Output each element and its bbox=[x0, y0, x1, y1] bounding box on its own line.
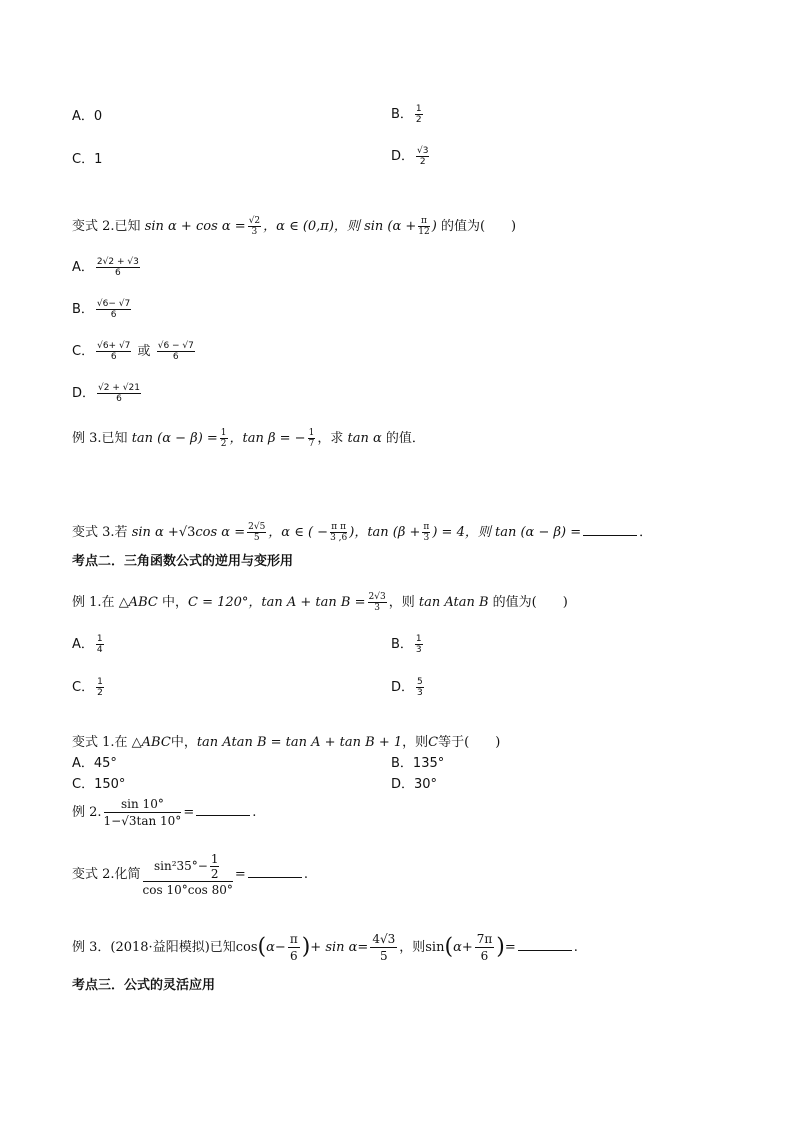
option-label: B． bbox=[72, 302, 94, 317]
numerator bbox=[143, 852, 233, 882]
v1-option-a bbox=[72, 755, 117, 773]
math-expr: cos bbox=[235, 940, 258, 955]
option-text: A．45° bbox=[72, 756, 117, 771]
option-a-top bbox=[72, 108, 102, 126]
fraction bbox=[416, 146, 429, 167]
ex1-option-d bbox=[391, 677, 426, 698]
denominator: 3 bbox=[423, 533, 430, 543]
math-expr: sin α + bbox=[131, 525, 179, 540]
numerator: π bbox=[418, 216, 429, 227]
option-text: D．30° bbox=[391, 777, 438, 792]
section-2-heading bbox=[72, 553, 293, 571]
math-expr: )，tan (β + bbox=[349, 525, 421, 540]
math-expr: ABC bbox=[141, 735, 171, 750]
text: ，则 bbox=[402, 735, 429, 750]
equals: = bbox=[183, 805, 195, 820]
option-label: A． bbox=[72, 260, 94, 275]
numerator: √6+ √7 bbox=[97, 341, 131, 351]
fraction bbox=[97, 383, 141, 404]
option-label: B． bbox=[391, 637, 413, 652]
v2-option-b bbox=[72, 299, 133, 320]
denominator: 2 bbox=[415, 115, 422, 125]
text: 中， bbox=[161, 595, 188, 610]
fraction bbox=[288, 931, 300, 964]
math-expr: C bbox=[428, 735, 439, 750]
question-prefix: 变式 1.在 △ bbox=[72, 735, 142, 750]
denominator: 12 bbox=[418, 227, 430, 237]
v2-option-a bbox=[72, 257, 142, 278]
answer-blank[interactable] bbox=[583, 523, 637, 536]
paren-open: ( bbox=[444, 934, 454, 960]
answer-blank[interactable] bbox=[196, 803, 250, 816]
math-expr: √3 bbox=[178, 525, 196, 540]
fraction bbox=[370, 931, 397, 964]
question-prefix: 例 3.已知 bbox=[72, 431, 128, 446]
numerator: 1 bbox=[415, 104, 422, 114]
fraction bbox=[157, 341, 195, 362]
math-expr: tan α bbox=[347, 431, 382, 446]
numerator: π bbox=[423, 522, 430, 532]
numerator: 1 bbox=[96, 634, 103, 644]
denominator: 2 bbox=[419, 157, 426, 167]
question-prefix: 变式 2.已知 bbox=[72, 219, 141, 234]
numerator: √2 + √21 bbox=[98, 383, 140, 393]
fraction bbox=[143, 852, 233, 898]
v1-option-c bbox=[72, 776, 125, 794]
answer-blank[interactable] bbox=[248, 865, 302, 878]
math-expr: sin bbox=[425, 940, 445, 955]
option-label: A． bbox=[72, 637, 94, 652]
numerator: √6− √7 bbox=[96, 299, 131, 309]
question-prefix: 变式 3.若 bbox=[72, 525, 128, 540]
math-expr: tan Atan B bbox=[418, 595, 489, 610]
math-expr: sin (α + bbox=[364, 219, 417, 234]
fraction bbox=[96, 257, 140, 278]
fraction bbox=[104, 796, 182, 829]
fraction bbox=[220, 428, 228, 449]
option-text: A．0 bbox=[72, 109, 103, 124]
denominator: 7 bbox=[308, 439, 315, 449]
punct: . bbox=[303, 867, 308, 882]
denominator: 2 bbox=[220, 439, 227, 449]
variant-3-question bbox=[72, 522, 652, 543]
numerator: 2√5 bbox=[248, 522, 266, 532]
fraction bbox=[330, 522, 347, 543]
math-expr: tan (α − β) = bbox=[131, 431, 218, 446]
numerator: 1 bbox=[415, 634, 422, 644]
v1-option-b bbox=[391, 755, 444, 773]
numerator: √6 − √7 bbox=[157, 341, 194, 351]
v2-option-d bbox=[72, 383, 143, 404]
punct: . bbox=[573, 940, 578, 955]
math-expr: C = 120° bbox=[187, 595, 249, 610]
example-3b-question bbox=[72, 928, 578, 968]
denominator: 6 bbox=[289, 949, 298, 963]
fraction bbox=[475, 931, 495, 964]
denominator: 6 bbox=[110, 310, 117, 320]
option-d-top bbox=[391, 146, 431, 167]
numerator: sin 10° bbox=[104, 796, 182, 813]
ex1-option-b bbox=[391, 634, 425, 655]
denominator: 3 ,6 bbox=[330, 533, 348, 543]
math-expr: △ABC bbox=[118, 595, 158, 610]
section-title: 考点二．三角函数公式的逆用与变形用 bbox=[72, 554, 294, 569]
question-prefix: 例 2. bbox=[72, 805, 102, 820]
math-expr: α− bbox=[266, 940, 286, 955]
option-b-top bbox=[391, 104, 425, 125]
option-text: B．135° bbox=[391, 756, 445, 771]
fraction bbox=[96, 634, 104, 655]
fraction bbox=[422, 522, 430, 543]
denominator: 6 bbox=[172, 352, 179, 362]
fraction bbox=[368, 592, 387, 613]
equals: = bbox=[234, 867, 246, 882]
denominator: 6 bbox=[116, 394, 122, 404]
question-suffix: 的值． bbox=[385, 431, 425, 446]
numerator-text: sin²35°− bbox=[153, 858, 208, 873]
paren-open: ( bbox=[257, 934, 267, 960]
numerator: 5 bbox=[417, 677, 423, 687]
math-expr: + sin α= bbox=[310, 940, 369, 955]
fraction bbox=[210, 852, 220, 881]
section-3-heading bbox=[72, 977, 215, 995]
variant-1-question bbox=[72, 734, 500, 752]
question-prefix: 例 3．(2018·益阳模拟)已知 bbox=[72, 940, 236, 955]
v1-option-d bbox=[391, 776, 437, 794]
text: ，则 bbox=[388, 595, 415, 610]
option-label: C． bbox=[72, 680, 95, 695]
denominator: 6 bbox=[110, 352, 117, 362]
option-label: D． bbox=[72, 386, 96, 401]
variant-2-question bbox=[72, 216, 516, 237]
option-text: C．1 bbox=[72, 152, 103, 167]
ex1-option-a bbox=[72, 634, 106, 655]
math-expr: tan (α − β) = bbox=[495, 525, 582, 540]
denominator: 3 bbox=[417, 688, 423, 698]
v2-option-c bbox=[72, 341, 197, 362]
variant-2b-question bbox=[72, 845, 308, 905]
fraction bbox=[415, 634, 423, 655]
denominator: 1−√3tan 10° bbox=[103, 814, 182, 828]
option-label: D． bbox=[391, 680, 415, 695]
ex1-option-c bbox=[72, 677, 106, 698]
math-expr: sin α + cos α = bbox=[144, 219, 246, 234]
math-expr: cos α = bbox=[195, 525, 246, 540]
denominator: 2 bbox=[210, 866, 219, 881]
text: ，则 bbox=[399, 940, 426, 955]
question-suffix: 等于( ) bbox=[438, 735, 501, 750]
math-expr: ，α ∈ (0,π)，则 bbox=[263, 219, 360, 234]
numerator: 2√2 + √3 bbox=[96, 257, 139, 267]
punct: . bbox=[252, 805, 257, 820]
denominator: 2 bbox=[97, 688, 103, 698]
numerator: 1 bbox=[308, 428, 315, 438]
math-expr: ，tan A + tan B = bbox=[248, 595, 366, 610]
question-prefix: 变式 2.化简 bbox=[72, 867, 141, 882]
math-expr: α+ bbox=[453, 940, 473, 955]
numerator: 1 bbox=[220, 428, 227, 438]
fraction bbox=[415, 104, 423, 125]
numerator: 2√3 bbox=[368, 592, 386, 602]
option-label: D． bbox=[391, 149, 415, 164]
denominator: 6 bbox=[115, 268, 121, 278]
fraction bbox=[416, 677, 424, 698]
fraction bbox=[418, 216, 429, 237]
example-1-question bbox=[72, 592, 568, 613]
equals: = bbox=[504, 940, 516, 955]
text: 中， bbox=[170, 735, 197, 750]
example-3-question bbox=[72, 428, 425, 449]
option-label: C． bbox=[72, 344, 95, 359]
math-expr: ) = 4，则 bbox=[432, 525, 491, 540]
fraction bbox=[308, 428, 316, 449]
denominator: 4 bbox=[96, 645, 103, 655]
numerator: √3 bbox=[417, 146, 429, 156]
question-suffix: 的值为( ) bbox=[440, 219, 517, 234]
math-expr: ) bbox=[431, 219, 437, 234]
fraction bbox=[96, 341, 131, 362]
denominator: 6 bbox=[480, 949, 489, 963]
paren-close: ) bbox=[496, 934, 505, 960]
fraction bbox=[96, 677, 104, 698]
numerator: π π bbox=[331, 522, 346, 532]
denominator: 3 bbox=[374, 603, 380, 613]
numerator: 1 bbox=[210, 851, 219, 866]
example-2-question bbox=[72, 796, 256, 830]
math-expr: ，α ∈ ( − bbox=[268, 525, 329, 540]
option-text: C．150° bbox=[72, 777, 126, 792]
section-title: 考点三．公式的灵活应用 bbox=[72, 978, 216, 993]
numerator: π bbox=[289, 932, 298, 946]
question-prefix: 例 1.在 bbox=[72, 595, 115, 610]
denominator: 5 bbox=[379, 949, 388, 963]
denominator: 3 bbox=[251, 227, 258, 237]
question-suffix: 的值为( ) bbox=[492, 595, 568, 610]
denominator: 3 bbox=[415, 645, 422, 655]
fraction bbox=[96, 299, 131, 320]
option-c-top bbox=[72, 151, 102, 169]
answer-blank[interactable] bbox=[518, 938, 572, 951]
fraction bbox=[247, 522, 266, 543]
punct: ． bbox=[639, 525, 653, 540]
denominator: 5 bbox=[253, 533, 260, 543]
numerator: 7π bbox=[476, 932, 493, 946]
denominator: cos 10°cos 80° bbox=[142, 882, 233, 897]
numerator: 1 bbox=[97, 677, 103, 687]
numerator: √2 bbox=[248, 216, 261, 226]
numerator: 4√3 bbox=[372, 932, 396, 946]
paren-close: ) bbox=[301, 934, 311, 960]
option-label: B． bbox=[391, 107, 413, 122]
math-expr: tan Atan B = tan A + tan B + 1 bbox=[196, 735, 403, 750]
math-expr: ，tan β = − bbox=[229, 431, 306, 446]
or-word: 或 bbox=[137, 344, 151, 359]
fraction bbox=[248, 216, 261, 237]
text: ，求 bbox=[317, 431, 344, 446]
